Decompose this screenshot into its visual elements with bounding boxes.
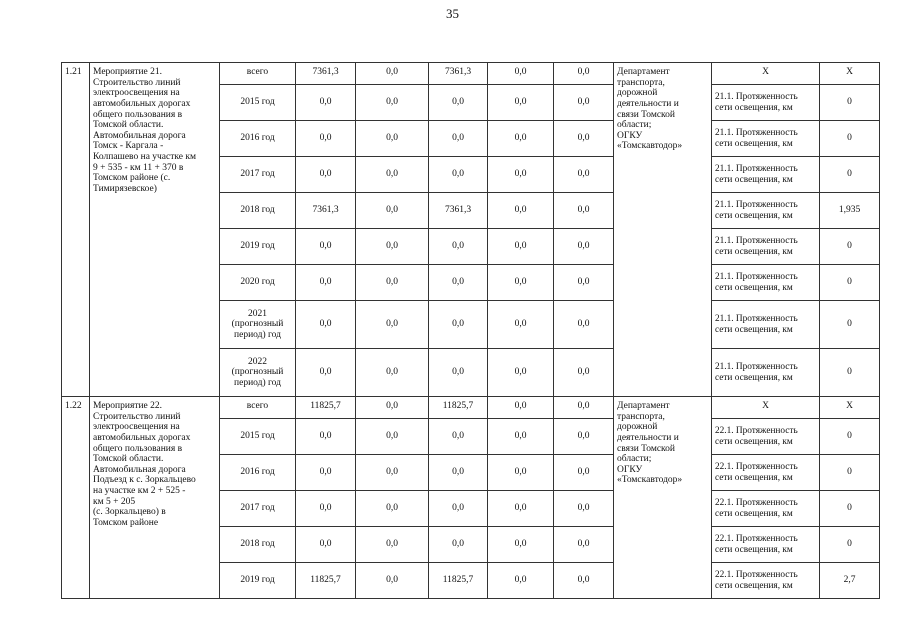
indicator-cell: [712, 157, 820, 193]
description-line: Томск - Каргала -: [93, 141, 164, 152]
amount-cell: 0,0: [488, 491, 554, 527]
amount-cell: 0,0: [488, 229, 554, 265]
amount-cell: 0,0: [356, 397, 429, 419]
target-value: 0: [820, 527, 880, 563]
indicator-line: сети освещения, км: [715, 138, 793, 149]
period-line: всего: [246, 67, 269, 77]
indicator-cell: [712, 265, 820, 301]
indicator-line: 22.1. Протяженность: [715, 570, 798, 581]
description-line: электроосвещения на: [93, 422, 180, 433]
measure-number: 1.21: [62, 63, 90, 397]
indicator-line: 22.1. Протяженность: [715, 426, 798, 437]
amount-cell: 0,0: [429, 85, 488, 121]
period-cell: [220, 491, 296, 527]
period-cell: [220, 349, 296, 397]
measure-description: [90, 397, 220, 599]
description-line: общего пользования в: [93, 443, 183, 454]
table-row: [62, 63, 880, 85]
amount-cell: 11825,7: [429, 397, 488, 419]
description-line: общего пользования в: [93, 109, 183, 120]
amount-cell: 0,0: [356, 157, 429, 193]
description-line: Томской области.: [93, 120, 164, 131]
amount-cell: 0,0: [488, 527, 554, 563]
indicator-line: 21.1. Протяженность: [715, 164, 798, 175]
amount-cell: 0,0: [554, 349, 614, 397]
amount-cell: 0,0: [296, 455, 356, 491]
amount-cell: 0,0: [296, 349, 356, 397]
description-line: Томском районе (с.: [93, 173, 171, 184]
amount-cell: 0,0: [356, 527, 429, 563]
period-line: период) год: [234, 377, 281, 388]
amount-cell: 0,0: [554, 157, 614, 193]
period-cell: [220, 455, 296, 491]
amount-cell: 11825,7: [296, 563, 356, 599]
target-value: 0: [820, 265, 880, 301]
amount-cell: 7361,3: [429, 193, 488, 229]
indicator-cell: [712, 193, 820, 229]
target-value: 1,935: [820, 193, 880, 229]
period-line: 2018 год: [240, 539, 275, 550]
indicator-cell: [712, 563, 820, 599]
period-cell: [220, 85, 296, 121]
page-number: 35: [446, 6, 459, 21]
amount-cell: 0,0: [356, 229, 429, 265]
amount-cell: 0,0: [296, 419, 356, 455]
department-line: деятельности и: [617, 98, 679, 109]
department-line: связи Томской: [617, 109, 676, 120]
indicator-line: сети освещения, км: [715, 544, 793, 555]
target-value: Х: [820, 63, 880, 85]
amount-cell: 0,0: [356, 301, 429, 349]
amount-cell: 0,0: [554, 455, 614, 491]
amount-cell: 0,0: [296, 229, 356, 265]
period-cell: [220, 229, 296, 265]
period-line: 2015 год: [240, 431, 275, 442]
period-line: 2017 год: [240, 169, 275, 180]
description-line: Автомобильная дорога: [93, 464, 186, 475]
target-value: Х: [820, 397, 880, 419]
indicator-line: 21.1. Протяженность: [715, 92, 798, 103]
indicator-line: сети освещения, км: [715, 436, 793, 447]
description-line: (с. Зоркальцево) в: [93, 507, 166, 518]
period-line: всего: [246, 401, 269, 411]
amount-cell: 0,0: [356, 455, 429, 491]
description-line: автомобильных дорогах: [93, 432, 191, 443]
indicator-line: сети освещения, км: [715, 174, 793, 185]
indicator-line: сети освещения, км: [715, 102, 793, 113]
indicator-line: 22.1. Протяженность: [715, 534, 798, 545]
indicator-line: сети освещения, км: [715, 508, 793, 519]
period-line: 2017 год: [240, 503, 275, 514]
amount-cell: 0,0: [429, 157, 488, 193]
amount-cell: 0,0: [554, 527, 614, 563]
description-line: Томском районе: [93, 517, 159, 528]
period-cell: [220, 157, 296, 193]
indicator-line: Х: [762, 401, 769, 411]
target-value: 0: [820, 349, 880, 397]
department-line: дорожной: [617, 422, 658, 433]
amount-cell: 0,0: [356, 63, 429, 85]
description-line: Томской области.: [93, 454, 164, 465]
indicator-line: 22.1. Протяженность: [715, 498, 798, 509]
department-line: области;: [617, 120, 652, 131]
amount-cell: 0,0: [488, 85, 554, 121]
indicator-line: сети освещения, км: [715, 372, 793, 383]
description-line: Мероприятие 21.: [93, 67, 163, 77]
target-value: 0: [820, 229, 880, 265]
period-line: 2016 год: [240, 133, 275, 144]
amount-cell: 0,0: [356, 419, 429, 455]
amount-cell: 0,0: [356, 349, 429, 397]
amount-cell: 0,0: [488, 157, 554, 193]
amount-cell: 0,0: [296, 85, 356, 121]
indicator-line: 22.1. Протяженность: [715, 462, 798, 473]
amount-cell: 0,0: [554, 397, 614, 419]
description-line: км 5 + 205: [93, 496, 136, 507]
amount-cell: 0,0: [488, 419, 554, 455]
amount-cell: 0,0: [488, 397, 554, 419]
responsible-department: [614, 63, 712, 397]
target-value: 0: [820, 301, 880, 349]
measure-number: 1.22: [62, 397, 90, 599]
amount-cell: 0,0: [554, 85, 614, 121]
amount-cell: 0,0: [429, 265, 488, 301]
period-cell: [220, 301, 296, 349]
indicator-line: Х: [762, 67, 769, 77]
description-line: 9 + 535 - км 11 + 370 в: [93, 162, 184, 173]
amount-cell: 0,0: [554, 63, 614, 85]
indicator-cell: [712, 455, 820, 491]
indicator-cell: [712, 349, 820, 397]
department-line: «Томскавтодор»: [617, 141, 683, 152]
amount-cell: 0,0: [554, 491, 614, 527]
indicator-line: сети освещения, км: [715, 210, 793, 221]
indicator-line: 21.1. Протяженность: [715, 128, 798, 139]
amount-cell: 7361,3: [296, 193, 356, 229]
period-cell: [220, 419, 296, 455]
period-cell: [220, 193, 296, 229]
indicator-line: сети освещения, км: [715, 246, 793, 257]
period-line: 2016 год: [240, 467, 275, 478]
description-line: Мероприятие 22.: [93, 401, 163, 411]
indicator-cell: [712, 63, 820, 85]
amount-cell: 0,0: [429, 121, 488, 157]
amount-cell: 0,0: [488, 563, 554, 599]
amount-cell: 0,0: [429, 455, 488, 491]
department-line: транспорта,: [617, 411, 665, 422]
period-cell: [220, 397, 296, 419]
amount-cell: 0,0: [296, 157, 356, 193]
description-line: Тимирязевское): [93, 183, 157, 194]
period-line: (прогнозный: [231, 319, 284, 330]
amount-cell: 0,0: [429, 301, 488, 349]
indicator-line: 21.1. Протяженность: [715, 314, 798, 325]
amount-cell: 0,0: [554, 121, 614, 157]
amount-cell: 0,0: [488, 193, 554, 229]
indicator-cell: [712, 419, 820, 455]
target-value: 0: [820, 121, 880, 157]
description-line: Автомобильная дорога: [93, 130, 186, 141]
period-line: 2019 год: [240, 575, 275, 586]
amount-cell: 0,0: [429, 419, 488, 455]
indicator-line: 21.1. Протяженность: [715, 362, 798, 373]
indicator-line: 21.1. Протяженность: [715, 200, 798, 211]
budget-table: [61, 62, 880, 599]
indicator-cell: [712, 121, 820, 157]
indicator-cell: [712, 397, 820, 419]
amount-cell: 0,0: [554, 229, 614, 265]
indicator-cell: [712, 527, 820, 563]
amount-cell: 0,0: [429, 229, 488, 265]
amount-cell: 0,0: [429, 491, 488, 527]
indicator-line: сети освещения, км: [715, 324, 793, 335]
description-line: автомобильных дорогах: [93, 98, 191, 109]
description-line: Колпашево на участке км: [93, 152, 196, 162]
indicator-line: сети освещения, км: [715, 282, 793, 293]
description-line: Подъезд к с. Зоркальцево: [93, 475, 196, 486]
table-row: [62, 397, 880, 419]
amount-cell: 0,0: [356, 491, 429, 527]
amount-cell: 0,0: [488, 121, 554, 157]
amount-cell: 0,0: [554, 301, 614, 349]
amount-cell: 0,0: [488, 265, 554, 301]
period-cell: [220, 527, 296, 563]
period-cell: [220, 63, 296, 85]
target-value: 0: [820, 157, 880, 193]
department-line: транспорта,: [617, 77, 665, 88]
department-line: деятельности и: [617, 432, 679, 443]
measure-description: [90, 63, 220, 397]
responsible-department: [614, 397, 712, 599]
department-line: дорожной: [617, 88, 658, 99]
department-line: ОГКУ: [617, 130, 643, 141]
period-line: 2015 год: [240, 97, 275, 108]
indicator-line: 21.1. Протяженность: [715, 272, 798, 283]
description-line: на участке км 2 + 525 -: [93, 486, 186, 496]
amount-cell: 0,0: [356, 265, 429, 301]
amount-cell: 0,0: [356, 193, 429, 229]
indicator-line: сети освещения, км: [715, 580, 793, 591]
amount-cell: 0,0: [356, 563, 429, 599]
period-line: (прогнозный: [231, 367, 284, 378]
amount-cell: 0,0: [554, 193, 614, 229]
amount-cell: 0,0: [488, 349, 554, 397]
amount-cell: 0,0: [554, 265, 614, 301]
target-value: 2,7: [820, 563, 880, 599]
indicator-cell: [712, 491, 820, 527]
department-line: ОГКУ: [617, 464, 643, 475]
amount-cell: 0,0: [296, 301, 356, 349]
amount-cell: 0,0: [296, 265, 356, 301]
department-line: Департамент: [617, 401, 670, 411]
indicator-cell: [712, 301, 820, 349]
target-value: 0: [820, 455, 880, 491]
amount-cell: 11825,7: [296, 397, 356, 419]
department-line: Департамент: [617, 67, 670, 77]
period-line: 2019 год: [240, 241, 275, 252]
target-value: 0: [820, 491, 880, 527]
amount-cell: 0,0: [356, 85, 429, 121]
amount-cell: 0,0: [554, 419, 614, 455]
department-line: «Томскавтодор»: [617, 475, 683, 486]
target-value: 0: [820, 85, 880, 121]
indicator-cell: [712, 85, 820, 121]
period-cell: [220, 121, 296, 157]
amount-cell: 0,0: [429, 349, 488, 397]
indicator-line: 21.1. Протяженность: [715, 236, 798, 247]
amount-cell: 0,0: [488, 301, 554, 349]
department-line: связи Томской: [617, 443, 676, 454]
target-value: 0: [820, 419, 880, 455]
period-line: 2020 год: [240, 277, 275, 288]
indicator-cell: [712, 229, 820, 265]
description-line: электроосвещения на: [93, 88, 180, 99]
period-line: 2021: [248, 308, 267, 319]
description-line: Строительство линий: [93, 77, 181, 88]
amount-cell: 11825,7: [429, 563, 488, 599]
department-line: области;: [617, 454, 652, 465]
amount-cell: 0,0: [296, 121, 356, 157]
amount-cell: 0,0: [488, 63, 554, 85]
amount-cell: 0,0: [356, 121, 429, 157]
period-line: 2018 год: [240, 205, 275, 216]
period-cell: [220, 265, 296, 301]
amount-cell: 0,0: [554, 563, 614, 599]
period-cell: [220, 563, 296, 599]
period-line: 2022: [248, 356, 267, 367]
amount-cell: 7361,3: [429, 63, 488, 85]
amount-cell: 7361,3: [296, 63, 356, 85]
period-line: период) год: [234, 329, 281, 340]
amount-cell: 0,0: [296, 491, 356, 527]
amount-cell: 0,0: [488, 455, 554, 491]
description-line: Строительство линий: [93, 411, 181, 422]
indicator-line: сети освещения, км: [715, 472, 793, 483]
amount-cell: 0,0: [429, 527, 488, 563]
amount-cell: 0,0: [296, 527, 356, 563]
